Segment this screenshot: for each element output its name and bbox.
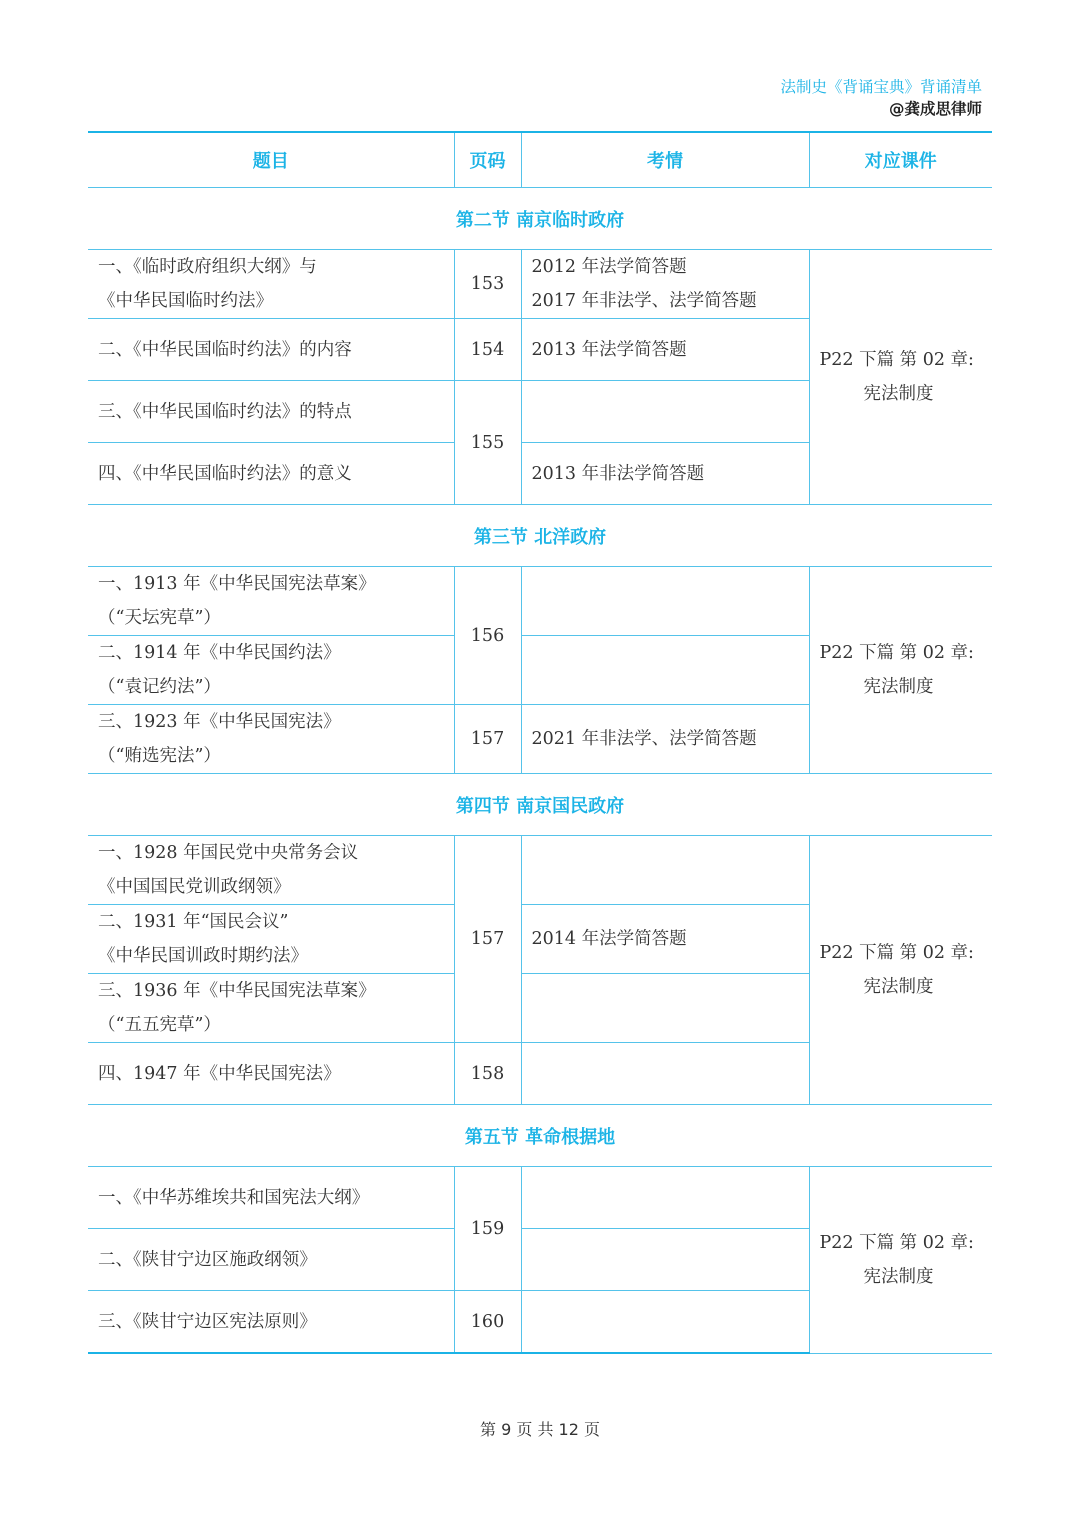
header-author: @龚成思律师: [888, 100, 982, 118]
topic-cell: 三、《中华民国临时约法》的特点: [88, 381, 454, 443]
table-row: [88, 836, 992, 905]
exam-cell: [521, 836, 809, 905]
topic-cell: 三、《陕甘宁边区宪法原则》: [88, 1291, 454, 1354]
topic-cell: 二、《中华民国临时约法》的内容: [88, 319, 454, 381]
exam-cell: [521, 1167, 809, 1229]
page-header: [780, 76, 982, 120]
exam-cell: 2014 年法学简答题: [521, 905, 809, 974]
table-row: [88, 567, 992, 636]
course-cell: P22 下篇 第 02 章: 宪法制度: [809, 567, 992, 774]
page-cell: 160: [454, 1291, 521, 1354]
page-cell: 154: [454, 319, 521, 381]
column-header-exam: 考情: [521, 132, 809, 188]
exam-cell: [521, 1291, 809, 1354]
page-cell: 157: [454, 705, 521, 774]
course-cell: P22 下篇 第 02 章: 宪法制度: [809, 836, 992, 1105]
topic-cell: 二、1914 年《中华民国约法》 （“袁记约法”）: [88, 636, 454, 705]
course-cell: P22 下篇 第 02 章: 宪法制度: [809, 1167, 992, 1354]
table-row: [88, 1167, 992, 1229]
exam-cell: [521, 381, 809, 443]
column-header-topic: 题目: [88, 132, 454, 188]
topic-cell: 三、1923 年《中华民国宪法》 （“贿选宪法”）: [88, 705, 454, 774]
topic-cell: 一、1913 年《中华民国宪法草案》 （“天坛宪草”）: [88, 567, 454, 636]
topic-cell: 一、1928 年国民党中央常务会议 《中国国民党训政纲领》: [88, 836, 454, 905]
topic-cell: 三、1936 年《中华民国宪法草案》 （“五五宪草”）: [88, 974, 454, 1043]
checklist-table: [88, 131, 992, 1354]
column-header-page: 页码: [454, 132, 521, 188]
exam-cell: 2012 年法学简答题 2017 年非法学、法学简答题: [521, 250, 809, 319]
header-title: 法制史《背诵宝典》背诵清单: [780, 78, 982, 96]
topic-cell: 二、《陕甘宁边区施政纲领》: [88, 1229, 454, 1291]
page-cell: 153: [454, 250, 521, 319]
page-cell: 158: [454, 1043, 521, 1105]
section-title: 第三节 北洋政府: [88, 505, 992, 567]
page-cell: 157: [454, 836, 521, 1043]
section-title: 第五节 革命根据地: [88, 1105, 992, 1167]
exam-cell: [521, 1229, 809, 1291]
page-cell: 159: [454, 1167, 521, 1291]
exam-cell: 2021 年非法学、法学简答题: [521, 705, 809, 774]
exam-cell: [521, 636, 809, 705]
current-page-number: 9: [501, 1420, 512, 1439]
topic-cell: 二、1931 年“国民会议” 《中华民国训政时期约法》: [88, 905, 454, 974]
topic-cell: 四、《中华民国临时约法》的意义: [88, 443, 454, 505]
topic-cell: 四、1947 年《中华民国宪法》: [88, 1043, 454, 1105]
page-footer: 第 9 页 共 12 页: [480, 1420, 600, 1439]
exam-cell: [521, 567, 809, 636]
table-row: [88, 250, 992, 319]
exam-cell: 2013 年法学简答题: [521, 319, 809, 381]
exam-cell: [521, 1043, 809, 1105]
section-title: 第二节 南京临时政府: [88, 188, 992, 250]
page-cell: 155: [454, 381, 521, 505]
exam-cell: 2013 年非法学简答题: [521, 443, 809, 505]
page-cell: 156: [454, 567, 521, 705]
column-header-course: 对应课件: [809, 132, 992, 188]
course-cell: P22 下篇 第 02 章: 宪法制度: [809, 250, 992, 505]
total-page-number: 12: [558, 1420, 579, 1439]
section-title: 第四节 南京国民政府: [88, 774, 992, 836]
topic-cell: 一、《临时政府组织大纲》与 《中华民国临时约法》: [88, 250, 454, 319]
exam-cell: [521, 974, 809, 1043]
topic-cell: 一、《中华苏维埃共和国宪法大纲》: [88, 1167, 454, 1229]
